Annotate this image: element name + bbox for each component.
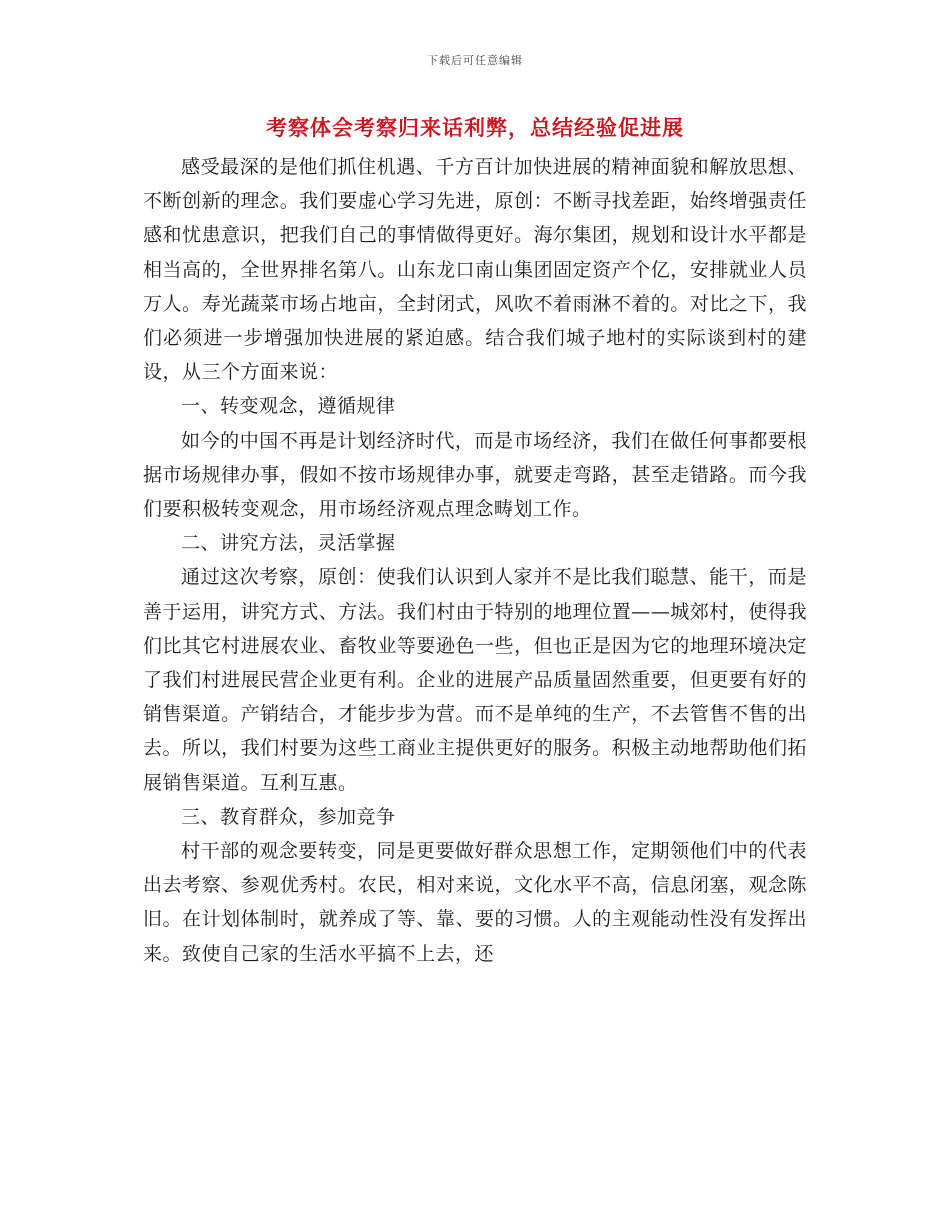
paragraph-section-2: 通过这次考察，原创：使我们认识到人家并不是比我们聪慧、能干，而是善于运用，讲究方式、方法。我们村由于特别的地理位置——城郊村，使得我们比其它村进展农业、畜牧业等要逊色一些，但也正是因为它的地理环境决定了我们村进展民营企业更有利。企业的进展产品质量固然重要，但更要有好的销售渠道。产销结合，才能步步为营。而不是单纯的生产，不去管售不售的出去。所以，我们村要为这些工商业主提供更好的服务。积极主动地帮助他们拓展销售渠道。互利互惠。: [143, 566, 807, 794]
section-heading-3: 三、教育群众，参加竞争: [181, 805, 396, 828]
section-heading-1: 一、转变观念，遵循规律: [181, 395, 396, 418]
paragraph-section-1: 如今的中国不再是计划经济时代，而是市场经济，我们在做任何事都要根据市场规律办事，假如不按市场规律办事，就要走弯路，甚至走错路。而今我们要积极转变观念，用市场经济观点理念畴划工作。: [143, 429, 807, 521]
paragraph-section-3: 村干部的观念要转变，同是更要做好群众思想工作，定期领他们中的代表出去考察、参观优秀村。农民，相对来说，文化水平不高，信息闭塞，观念陈旧。在计划体制时，就养成了等、靠、要的习惯。人的主观能动性没有发挥出来。致使自己家的生活水平搞不上去，还: [143, 840, 807, 965]
document-title: 考察体会考察归来话利弊，总结经验促进展: [266, 115, 684, 140]
document-body: [143, 150, 807, 971]
section-heading-2: 二、讲究方法，灵活掌握: [181, 532, 396, 555]
paragraph-intro: 感受最深的是他们抓住机遇、千方百计加快进展的精神面貌和解放思想、不断创新的理念。我们要虚心学习先进，原创：不断寻找差距，始终增强责任感和忧患意识，把我们自己的事情做得更好。海尔集团，规划和设计水平都是相当高的，全世界排名第八。山东龙口南山集团固定资产个亿，安排就业人员万人。寿光蔬菜市场占地亩，全封闭式，风吹不着雨淋不着的。对比之下，我们必须进一步增强加快进展的紧迫感。结合我们城子地村的实际谈到村的建设，从三个方面来说：: [143, 156, 807, 384]
page-header: 下载后可任意编辑: [427, 54, 523, 67]
